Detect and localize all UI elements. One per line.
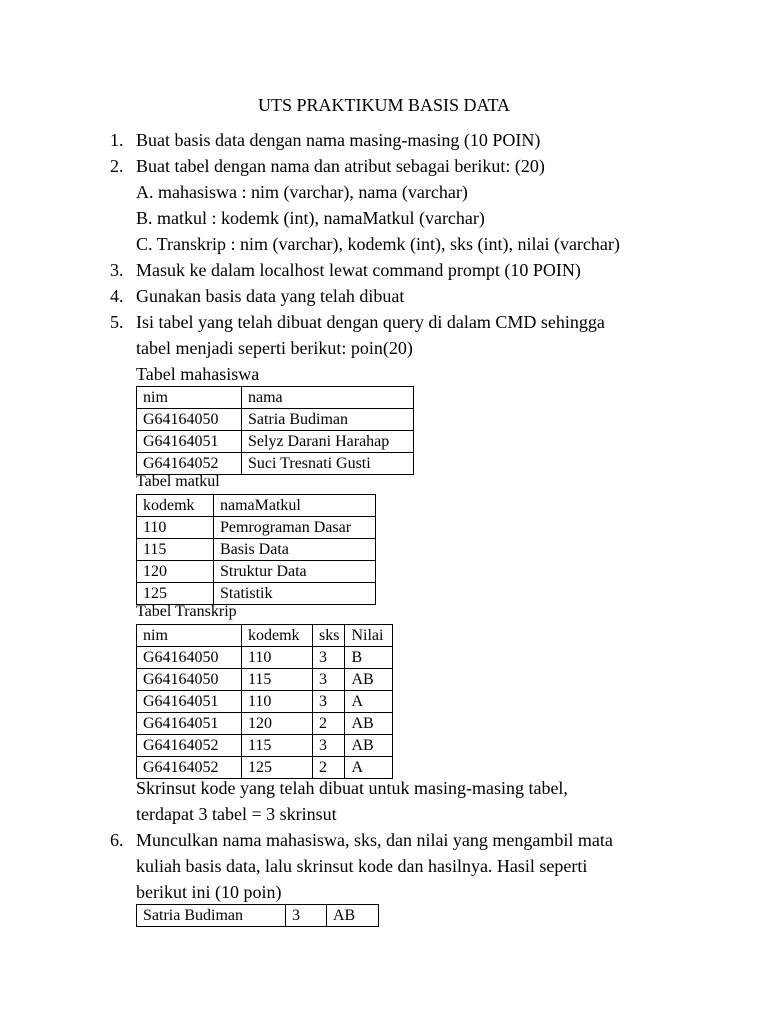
table-cell: Basis Data xyxy=(214,539,376,561)
table-hasil xyxy=(136,904,379,927)
table-cell: G64164050 xyxy=(137,647,242,669)
table-cell: G64164051 xyxy=(137,691,242,713)
table-cell: G64164052 xyxy=(137,453,242,475)
item-number: 6. xyxy=(110,830,124,850)
table-cell: B xyxy=(345,647,393,669)
table-row xyxy=(137,409,414,431)
table-cell: G64164052 xyxy=(137,757,242,779)
sub-item: B. matkul : kodemk (int), namaMatkul (varchar) xyxy=(136,208,485,228)
table-cell: 115 xyxy=(242,735,313,757)
table-cell: AB xyxy=(345,669,393,691)
header-cell: nim xyxy=(137,387,242,409)
table-header-row xyxy=(137,495,376,517)
item-number: 3. xyxy=(110,260,124,280)
table-cell: 115 xyxy=(137,539,214,561)
table-cell: AB xyxy=(327,905,379,927)
table-cell: 3 xyxy=(313,691,345,713)
item-number: 5. xyxy=(110,312,124,332)
table-cell: 115 xyxy=(242,669,313,691)
table-cell: 110 xyxy=(137,517,214,539)
table-cell: Suci Tresnati Gusti xyxy=(242,453,414,475)
table-cell: 110 xyxy=(242,647,313,669)
item-text: Masuk ke dalam localhost lewat command prompt (10 POIN) xyxy=(136,260,581,280)
table-cell: G64164050 xyxy=(137,669,242,691)
item-text: Munculkan nama mahasiswa, sks, dan nilai yang mengambil mata xyxy=(136,830,613,850)
header-cell: nim xyxy=(137,625,242,647)
table-row xyxy=(137,905,379,927)
table-cell: AB xyxy=(345,735,393,757)
table-row xyxy=(137,691,393,713)
item-text: Gunakan basis data yang telah dibuat xyxy=(136,286,405,306)
table-row xyxy=(137,561,376,583)
table-cell: 3 xyxy=(313,647,345,669)
table-cell: 125 xyxy=(242,757,313,779)
table-cell: Statistik xyxy=(214,583,376,605)
table-cell: 125 xyxy=(137,583,214,605)
table-row xyxy=(137,431,414,453)
table-row xyxy=(137,539,376,561)
table-cell: Satria Budiman xyxy=(242,409,414,431)
item-text: Buat basis data dengan nama masing-masing (10 POIN) xyxy=(136,130,541,150)
header-cell: kodemk xyxy=(137,495,214,517)
table-cell: Satria Budiman xyxy=(137,905,286,927)
table-cell: 3 xyxy=(313,735,345,757)
header-cell: kodemk xyxy=(242,625,313,647)
table-header-row xyxy=(137,625,393,647)
table-mahasiswa xyxy=(136,386,414,475)
item-text: tabel menjadi seperti berikut: poin(20) xyxy=(136,338,413,358)
item-note: Skrinsut kode yang telah dibuat untuk masing-masing tabel, xyxy=(136,778,568,798)
item-text: Isi tabel yang telah dibuat dengan query di dalam CMD sehingga xyxy=(136,312,605,332)
table-cell: G64164050 xyxy=(137,409,242,431)
table-transkrip xyxy=(136,624,393,779)
header-cell: nama xyxy=(242,387,414,409)
table-cell: 120 xyxy=(242,713,313,735)
table-cell: A xyxy=(345,691,393,713)
table-cell: G64164052 xyxy=(137,735,242,757)
item-text: kuliah basis data, lalu skrinsut kode dan hasilnya. Hasil seperti xyxy=(136,856,588,876)
item-text: berikut ini (10 poin) xyxy=(136,882,282,902)
table-cell: 2 xyxy=(313,757,345,779)
table-row xyxy=(137,669,393,691)
item-number: 2. xyxy=(110,156,124,176)
item-text: Buat tabel dengan nama dan atribut sebagai berikut: (20) xyxy=(136,156,545,176)
table-cell: G64164051 xyxy=(137,431,242,453)
document-title: UTS PRAKTIKUM BASIS DATA xyxy=(257,95,511,115)
table-row xyxy=(137,517,376,539)
table-header-row xyxy=(137,387,414,409)
table-caption: Tabel matkul xyxy=(136,473,220,490)
header-cell: Nilai xyxy=(345,625,393,647)
table-row xyxy=(137,735,393,757)
table-cell: A xyxy=(345,757,393,779)
sub-item: A. mahasiswa : nim (varchar), nama (varchar) xyxy=(136,182,468,202)
table-cell: 3 xyxy=(286,905,327,927)
table-cell: 2 xyxy=(313,713,345,735)
table-cell: Struktur Data xyxy=(214,561,376,583)
table-row xyxy=(137,647,393,669)
item-note: terdapat 3 tabel = 3 skrinsut xyxy=(136,804,337,824)
table-cell: G64164051 xyxy=(137,713,242,735)
table-cell: 3 xyxy=(313,669,345,691)
table-cell: Selyz Darani Harahap xyxy=(242,431,414,453)
header-cell: namaMatkul xyxy=(214,495,376,517)
sub-item: C. Transkrip : nim (varchar), kodemk (int), sks (int), nilai (varchar) xyxy=(136,234,620,254)
table-cell: AB xyxy=(345,713,393,735)
item-number: 4. xyxy=(110,286,124,306)
table-matkul xyxy=(136,494,376,605)
table-row xyxy=(137,757,393,779)
item-number: 1. xyxy=(110,130,124,150)
table-cell: Pemrograman Dasar xyxy=(214,517,376,539)
table-caption: Tabel Transkrip xyxy=(136,603,237,620)
table-cell: 120 xyxy=(137,561,214,583)
header-cell: sks xyxy=(313,625,345,647)
table-row xyxy=(137,713,393,735)
table-caption: Tabel mahasiswa xyxy=(136,364,260,384)
table-cell: 110 xyxy=(242,691,313,713)
